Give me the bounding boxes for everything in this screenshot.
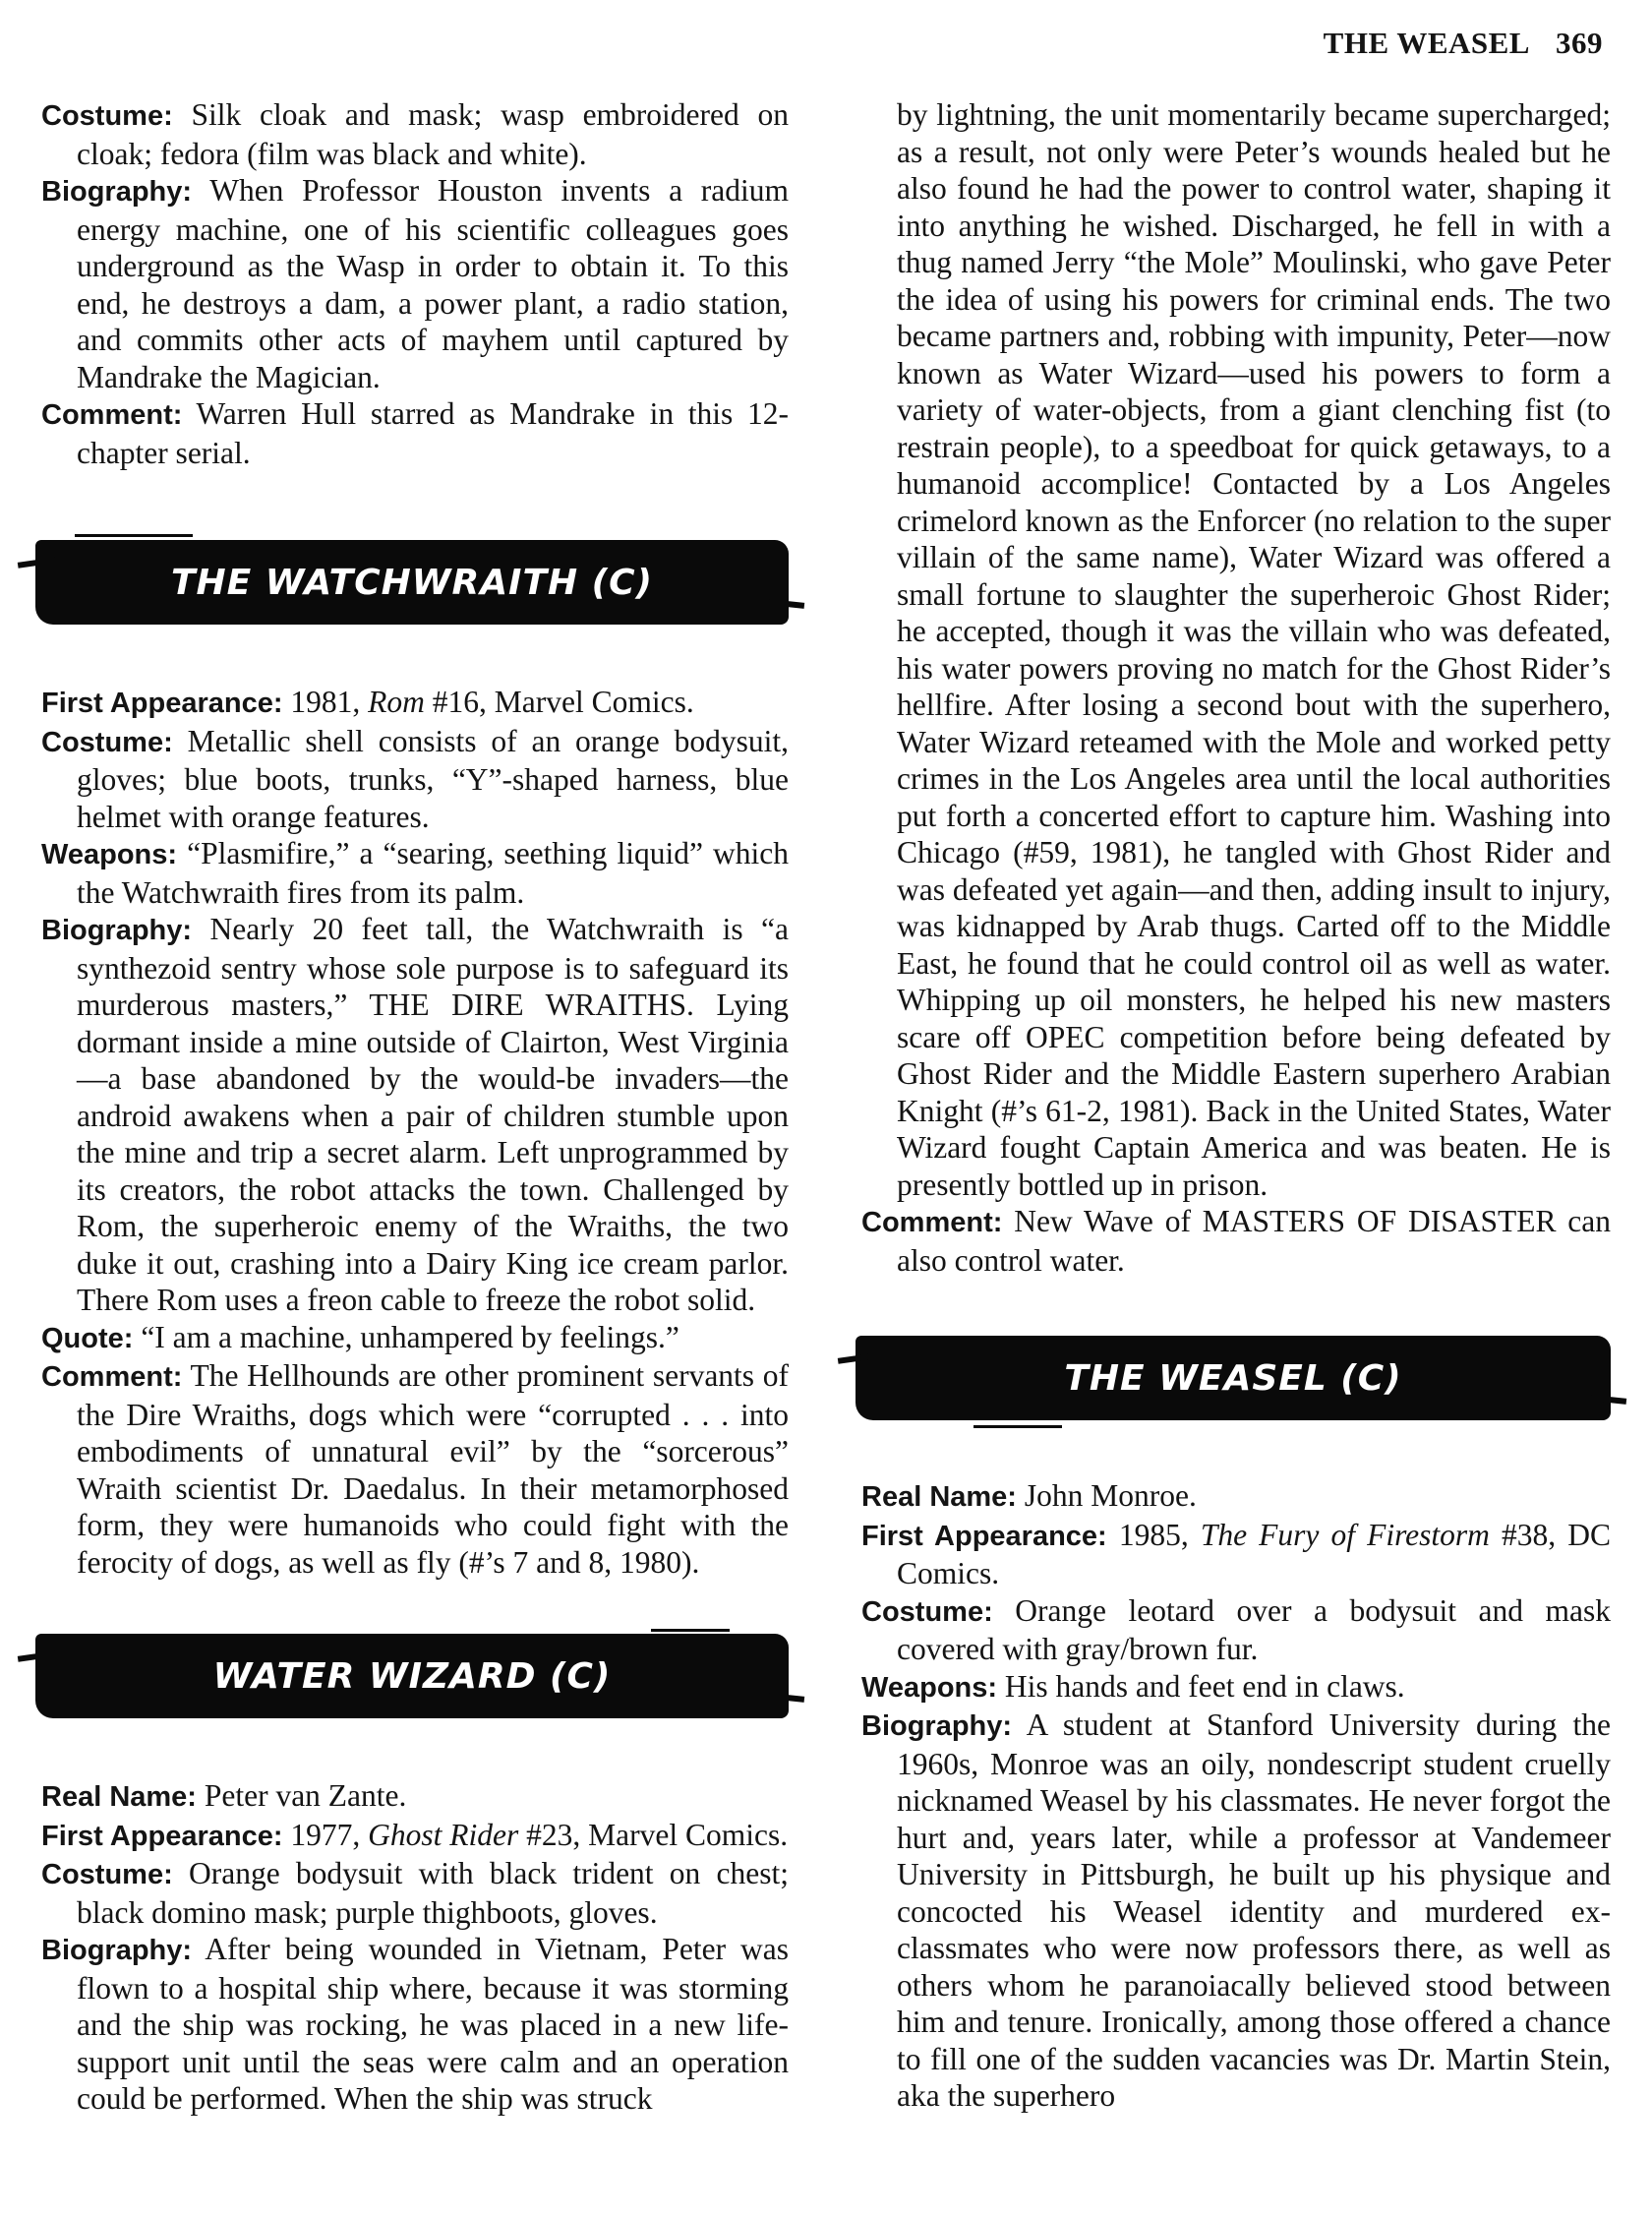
watchwraith-first-appearance: First Appearance: 1981, Rom #16, Marvel Comics. (41, 685, 694, 719)
watchwraith-comment: Comment: The Hellhounds are other prominent servants of the Dire Wraiths, dogs which were “corrupted . . . into embodiments of unnatural evil” by the “sorcerous” Wraith scientist Dr. Daedalus. In their metamorphosed form, they were humanoids who could fight with the ferocity of dogs, as well as fly (#’s 7 and 8, 1980). (41, 1358, 789, 1580)
water-wizard-title: WATER WIZARD (C) (212, 1655, 612, 1697)
weasel-biography: Biography: A student at Stanford University during the 1960s, Monroe was an oily, nondescript student cruelly nicknamed Weasel by his classmates. He never forgot the hurt and, years later, while a professor at Vandemeer University in Pittsburgh, he built up his physique and concocted his Weasel identity and murdered ex-classmates who were now professors there, as well as others whom he paranoiacally believed stood between him and tenure. Ironically, among those offered a chance to fill one of the sudden vacancies was Dr. Martin Stein, aka the superhero (861, 1707, 1611, 2113)
weasel-title: THE WEASEL (C) (1064, 1357, 1402, 1399)
weasel-costume: Costume: Orange leotard over a bodysuit and mask covered with gray/brown fur. (861, 1592, 1612, 1666)
page-number: 369 (1556, 26, 1603, 60)
weasel-first-appearance: First Appearance: 1985, The Fury of Firestorm #38, DC Comics. (861, 1517, 1612, 1590)
right-column (861, 96, 1611, 2115)
water-wizard-biography-continued: by lightning, the unit momentarily became supercharged; as a result, not only were Peter’s wounds healed but he also found he had the power to control water, shaping it into anything he wished. Discharged, he fell in with a thug named Jerry “the Mole” Moulinski, who gave Peter the idea of using his powers for criminal ends. The two became partners and, robbing with impunity, Peter—now known as Water Wizard—used his powers to form a variety of water-objects, from a giant clenching fist (to restrain people), to a speedboat for quick getaways, to a humanoid accomplice! Contacted by a Los Angeles crimelord known as the Enforcer (no relation to the super villain of the same name), Water Wizard was offered a small fortune to slaughter the superheroic Ghost Rider; he accepted, though it was the villain who was defeated, his water powers proving no match for the Ghost Rider’s hellfire. After losing a second bout with the superhero, Water Wizard reteamed with the Mole and worked petty crimes in the Los Angeles area until the local authorities put forth a concerted effort to capture him. Washing into Chicago (#59, 1981), he tangled with Ghost Rider and was defeated yet again—and then, adding insult to injury, was kidnapped by Arab thugs. Carted off to the Middle East, he found that he could control oil as well as water. Whipping up oil monsters, he helped his new masters scare off OPEC competition before being defeated by Ghost Rider and the Middle Eastern superhero Arabian Knight (#’s 61-2, 1981). Back in the United States, Water Wizard fought Captain America and was beaten. He is presently bottled up in prison. (897, 97, 1611, 1202)
watchwraith-biography: Biography: Nearly 20 feet tall, the Watchwraith is “a synthezoid sentry whose sole purpose is to safeguard its murderous masters,” THE DIRE WRAITHS. Lying dormant inside a mine outside of Clairton, West Virginia—a base abandoned by the would-be invaders—the android awakens when a pair of children stumble upon the mine and trip a secret alarm. Left unprogrammed by its creators, the robot attacks the town. Challenged by Rom, the superheroic enemy of the Wraiths, the two duke it out, crashing into a Dairy King ice cream parlor. There Rom uses a freon cable to freeze the robot solid. (41, 912, 789, 1317)
water-wizard-real-name: Real Name: Peter van Zante. (41, 1778, 407, 1813)
water-wizard-first-appearance: First Appearance: 1977, Ghost Rider #23, Marvel Comics. (41, 1817, 789, 1852)
left-column (41, 96, 789, 2118)
weasel-title-banner (856, 1336, 1611, 1420)
water-wizard-biography: Biography: After being wounded in Vietnam, Peter was flown to a hospital ship where, because it was storming and the ship was rocking, he was placed in a new life-support unit until the seas were calm and an operation could be performed. When the ship was struck (41, 1932, 790, 2116)
running-header-title: THE WEASEL (1323, 26, 1530, 60)
water-wizard-costume: Costume: Orange bodysuit with black trident on chest; black domino mask; purple thighboots, gloves. (41, 1856, 789, 1930)
watchwraith-quote: Quote: “I am a machine, unhampered by feelings.” (41, 1319, 679, 1354)
wasp-comment: Comment: Warren Hull starred as Mandrake in this 12-chapter serial. (41, 396, 789, 470)
water-wizard-title-banner (35, 1634, 789, 1718)
watchwraith-title-banner (35, 540, 789, 625)
wasp-costume: Costume: Silk cloak and mask; wasp embroidered on cloak; fedora (film was black and white). (41, 97, 789, 171)
watchwraith-weapons: Weapons: “Plasmifire,” a “searing, seething liquid” which the Watchwraith fires from its palm. (41, 836, 790, 910)
weasel-weapons: Weapons: His hands and feet end in claws. (861, 1668, 1405, 1704)
watchwraith-title: THE WATCHWRAITH (C) (171, 562, 653, 603)
water-wizard-comment: Comment: New Wave of MASTERS OF DISASTER can also control water. (861, 1204, 1612, 1278)
watchwraith-costume: Costume: Metallic shell consists of an orange bodysuit, gloves; blue boots, trunks, “Y”-shaped harness, blue helmet with orange features. (41, 723, 789, 834)
running-header (1324, 26, 1603, 61)
wasp-biography: Biography: When Professor Houston invents a radium energy machine, one of his scientific colleagues goes underground as the Wasp in order to obtain it. To this end, he destroys a dam, a power plant, a radio station, and commits other acts of mayhem until captured by Mandrake the Magician. (41, 173, 789, 394)
weasel-real-name: Real Name: John Monroe. (861, 1478, 1197, 1513)
